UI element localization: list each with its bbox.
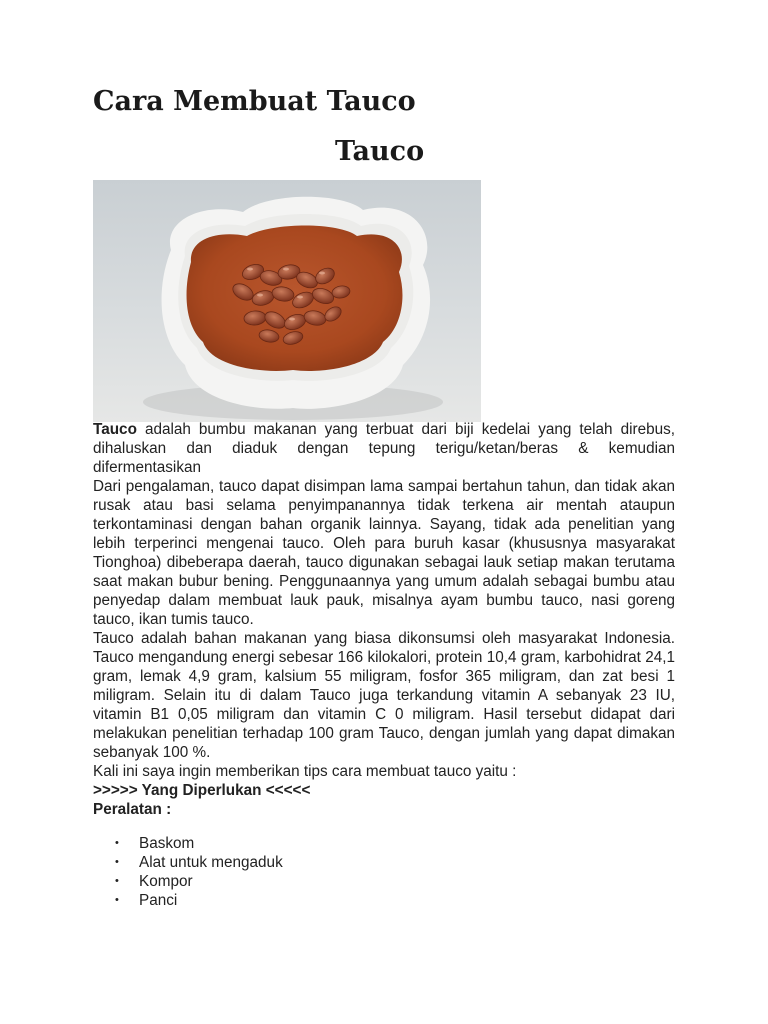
tips-intro-paragraph: Kali ini saya ingin memberikan tips cara membuat tauco yaitu : [93,763,517,780]
list-item: • Alat untuk mengaduk [115,854,283,871]
intro-paragraph [93,420,675,477]
list-item: • Panci [115,892,178,909]
tools-list [93,834,675,910]
list-item: • Baskom [115,835,195,852]
bullet-icon: • [115,894,119,906]
nutrition-paragraph: Tauco adalah bahan makanan yang biasa dikonsumsi oleh masyarakat Indonesia. Tauco mengandung energi sebesar 166 kilokalori, protein 10,4 gram, karbohidrat 24,1 gram, lemak 4,9 gram, kalsium 55 miligram, fosfor 365 miligram, dan zat besi 1 miligram. Selain itu di dalam Tauco juga terkandung vitamin A sebanyak 23 IU, vitamin B1 0,05 miligram dan vitamin C 0 miligram. Hasil tersebut didapat dari melakukan penelitian terhadap 100 gram Tauco, dengan jumlah yang dapat dimakan sebanyak 100 %. [93,630,675,761]
page-subtitle: Tauco [335,136,425,167]
article-body [93,420,675,910]
bullet-icon: • [115,837,119,849]
bullet-icon: • [115,856,119,868]
intro-term: Tauco [93,421,137,438]
list-item: • Kompor [115,873,193,890]
storage-paragraph: Dari pengalaman, tauco dapat disimpan lama sampai bertahun tahun, dan tidak akan rusak atau basi selama penyimpanannya tidak terkena air mentah ataupun terkontaminasi dengan bahan organik lainnya. Sayang, tidak ada penelitian yang lebih terperinci mengenai tauco. Oleh para buruh kasar (khususnya masyarakat Tionghoa) dibeberapa daerah, tauco digunakan sebagai lauk setiap makan terutama saat makan bubur bening. Penggunaannya yang umum adalah sebagai bumbu atau penyedap dalam membuat lauk pauk, misalnya ayam bumbu tauco, nasi goreng tauco, ikan tumis tauco. [93,478,675,628]
section-heading: >>>>> Yang Diperlukan <<<<< [93,782,311,799]
subsection-heading: Peralatan : [93,801,172,818]
tauco-bowl-photo [93,180,481,422]
bullet-icon: • [115,875,119,887]
page-title: Cara Membuat Tauco [93,86,416,117]
intro-definition: adalah bumbu makanan yang terbuat dari biji kedelai yang telah direbus, dihaluskan dan diaduk dengan tepung terigu/ketan/beras & kemudian difermentasikan [93,421,675,476]
